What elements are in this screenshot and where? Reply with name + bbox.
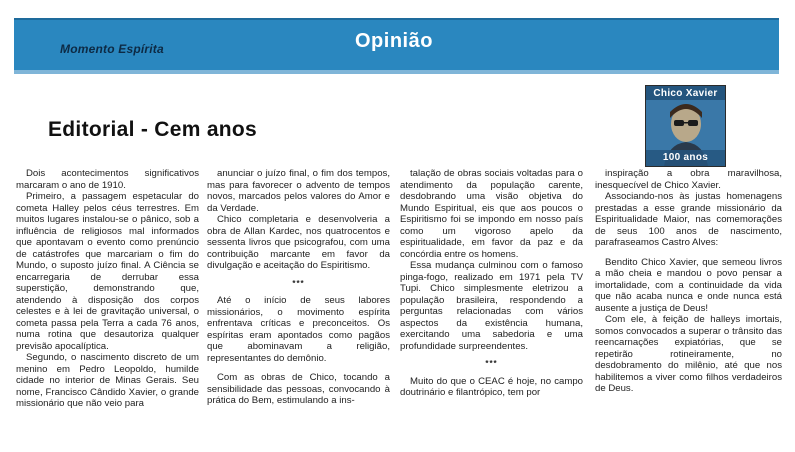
- paragraph: Bendito Chico Xavier, que semeou livros a mão cheia e mandou o povo pensar a imortalidade, com a continuidade da vida que não acaba nunca e onde nunca está ausente a justiça de Deus!: [595, 256, 782, 314]
- paragraph: Com as obras de Chico, tocando a sensibilidade das pessoas, convocando à prática do Bem, estimulando a ins-: [207, 372, 390, 406]
- paragraph: Essa mudança culminou com o famoso pinga-fogo, realizado em 1971 pela TV Tupi. Chico simplesmente eletrizou a população brasileira, respondendo a perguntas relacionadas com vários aspectos da existência humana, exercitando uma sabedoria e uma profundidade surpreendentes.: [400, 260, 583, 352]
- photo-caption-top: Chico Xavier: [653, 88, 718, 99]
- paragraph: talação de obras sociais voltadas para o atendimento da população carente, desdobrando uma visão objetiva do Mundo Espiritual, eis que aos poucos o Espiritismo foi se impondo em nosso país como um vigoroso apelo da espiritualidade, em favor da paz e da concórdia entre os homens.: [400, 168, 583, 260]
- article-column-4: [595, 168, 782, 446]
- paragraph: Até o início de seus labores missionários, o movimento espírita enfrentava críticas e preconceitos. Os espíritas eram apontados como pagãos que abominavam a religião, representantes do demônio.: [207, 295, 390, 364]
- chico-xavier-photo: [645, 85, 726, 167]
- paragraph: inspiração a obra maravilhosa, inesquecível de Chico Xavier.: [595, 168, 782, 191]
- article-column-3: [400, 168, 583, 446]
- paragraph: Chico completaria e desenvolveria a obra de Allan Kardec, nos quatrocentos e sessenta livros que psicografou, com uma contribuição marcante em favor da divulgação e aceitação do Espiritismo.: [207, 214, 390, 271]
- article-column-2: [207, 168, 390, 446]
- section-name: Momento Espírita: [60, 42, 164, 56]
- paragraph: Associando-nos às justas homenagens prestadas a esse grande missionário da Espiritualidade Maior, nas comemorações de seus 100 anos de nascimento, parafraseamos Castro Alves:: [595, 191, 782, 248]
- article-column-1: [16, 168, 199, 446]
- paragraph: Dois acontecimentos significativos marcaram o ano de 1910.: [16, 168, 199, 191]
- photo-caption-bottom: 100 anos: [662, 152, 709, 163]
- article-headline: Editorial - Cem anos: [48, 118, 258, 141]
- paragraph: Muito do que o CEAC é hoje, no campo doutrinário e filantrópico, tem por: [400, 375, 583, 398]
- paragraph: anunciar o juízo final, o fim dos tempos, mas para favorecer o advento de tempos novos, marcados pelos valores do Amor e da Verdade.: [207, 168, 390, 214]
- paragraph: Com ele, à feição de halleys imortais, somos convocados a superar o trânsito das reencarnações expiatórias, que se repetirão rotineiramente, no desdobramento do milênio, até que nos habilitemos a viver como filhos verdadeiros de Deus.: [595, 314, 782, 394]
- paragraph: Primeiro, a passagem espetacular do cometa Halley pelos céus terrestres. Em muitos lugares instalou-se o pânico, sob a influência de religiosos mal informados que apontavam o evento como prenúncio de catástrofes que marcariam o fim do Mundo, o suposto juízo final. A Ciência se encarregaria de derrubar essa superstição, demonstrando que, atendendo à disposição dos corpos celestes e à lei de gravitação universal, o cometa passa pela Terra a cada 76 anos, numa rotina que desautoriza qualquer previsão apocalíptica.: [16, 191, 199, 352]
- section-separator: ***: [485, 359, 498, 368]
- banner-underline: [14, 70, 779, 74]
- paragraph: Segundo, o nascimento discreto de um menino em Pedro Leopoldo, humilde cidade no interior de Minas Gerais. Seu nome, Francisco Cândido Xavier, o grande missionário que não veio para: [16, 352, 199, 409]
- section-title: Opinião: [355, 30, 433, 52]
- section-separator: ***: [292, 278, 305, 288]
